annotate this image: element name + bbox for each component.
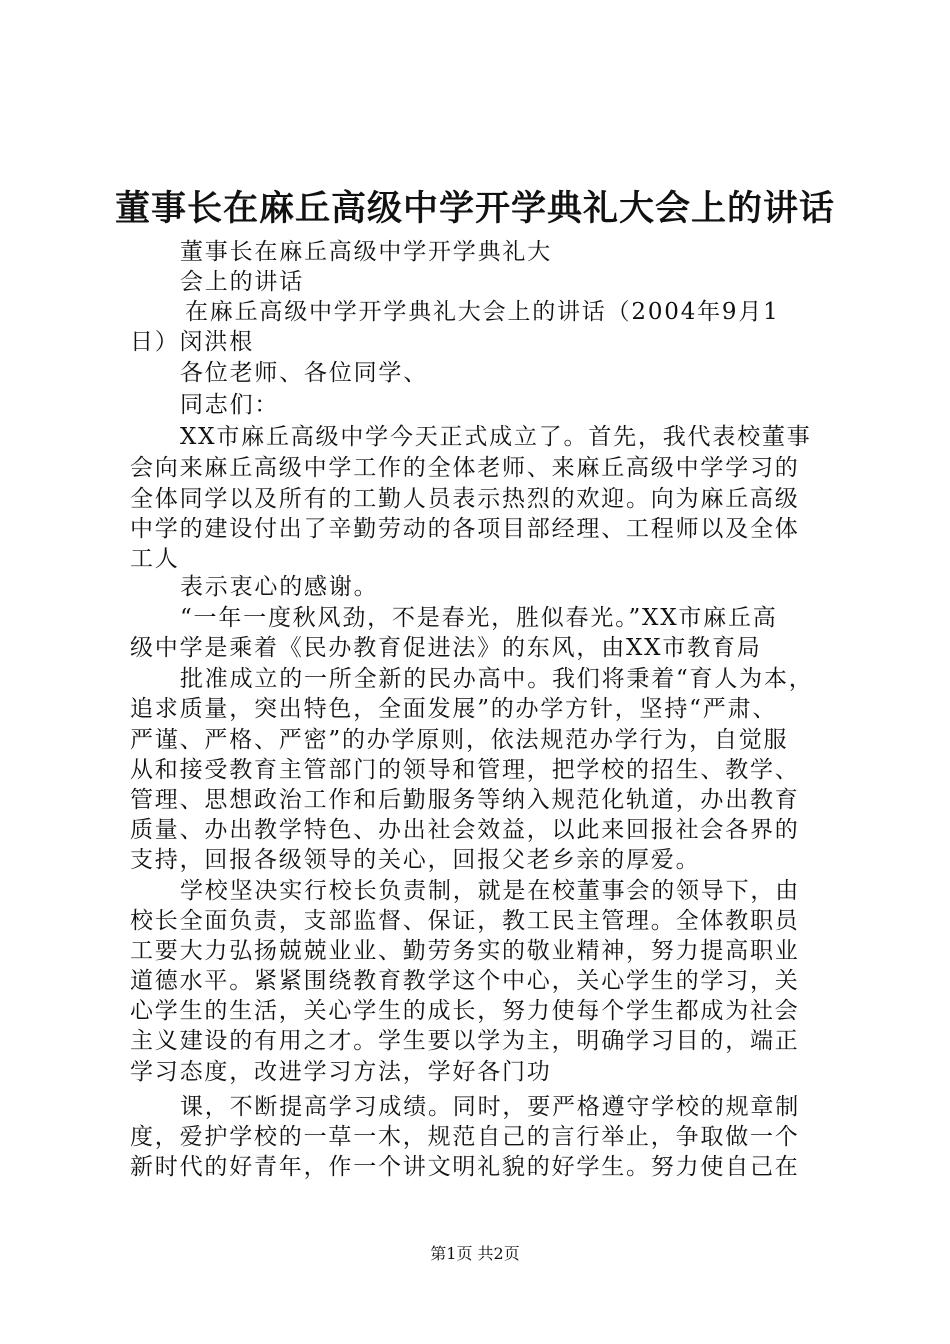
text-line: 董事长在麻丘高级中学开学典礼大 bbox=[180, 239, 552, 265]
text-line: 同志们： bbox=[180, 392, 280, 418]
text-line: 管理、思想政治工作和后勤服务等纳入规范化轨道，办出教育 bbox=[130, 787, 800, 813]
text-line: 中学的建设付出了辛勤劳动的各项目部经理、工程师以及全体 bbox=[130, 516, 800, 542]
document-title: 董事长在麻丘高级中学开学典礼大会上的讲话 bbox=[114, 188, 835, 229]
text-line: 各位老师、各位同学、 bbox=[180, 360, 428, 386]
text-line: 主义建设的有用之才。学生要以学为主，明确学习目的，端正 bbox=[130, 1028, 800, 1054]
text-line: 会向来麻丘高级中学工作的全体老师、来麻丘高级中学学习的 bbox=[130, 455, 800, 481]
text-line: 支持，回报各级领导的关心，回报父老乡亲的厚爱。 bbox=[130, 847, 701, 873]
text-line: 学习态度，改进学习方法，学好各门功 bbox=[130, 1059, 552, 1085]
text-line: 追求质量，突出特色，全面发展”的办学方针，坚持“严肃、 bbox=[130, 696, 778, 722]
text-line: 新时代的好青年，作一个讲文明礼貌的好学生。努力使自己在 bbox=[130, 1154, 800, 1180]
text-line: 日）闵洪根 bbox=[130, 329, 254, 355]
text-line: 在麻丘高级中学开学典礼大会上的讲话（2004年9月1 bbox=[185, 299, 780, 325]
text-line: 批准成立的一所全新的民办高中。我们将秉着“育人为本， bbox=[180, 666, 814, 692]
page-number-footer: 第1页 共2页 bbox=[430, 1244, 520, 1263]
text-line: 会上的讲话 bbox=[180, 269, 304, 295]
text-line: 心学生的生活，关心学生的成长，努力使每个学生都成为社会 bbox=[130, 998, 800, 1024]
text-line: XX市麻丘高级中学今天正式成立了。首先，我代表校董事 bbox=[180, 424, 812, 450]
text-line: 全体同学以及所有的工勤人员表示热烈的欢迎。向为麻丘高级 bbox=[130, 486, 800, 512]
text-line: 质量、办出教学特色、办出社会效益，以此来回报社会各界的 bbox=[130, 817, 800, 843]
text-line: 工人 bbox=[130, 546, 180, 572]
text-line: 度，爱护学校的一草一木，规范自己的言行举止，争取做一个 bbox=[130, 1124, 800, 1150]
text-line: 表示衷心的感谢。 bbox=[180, 574, 379, 600]
text-line: 课，不断提高学习成绩。同时，要严格遵守学校的规章制 bbox=[180, 1094, 800, 1120]
text-line: 从和接受教育主管部门的领导和管理，把学校的招生、教学、 bbox=[130, 757, 800, 783]
text-line: 严谨、严格、严密”的办学原则，依法规范办学行为，自觉服 bbox=[130, 727, 789, 753]
text-line: 道德水平。紧紧围绕教育教学这个中心，关心学生的学习，关 bbox=[130, 968, 800, 994]
text-line: 校长全面负责，支部监督、保证，教工民主管理。全体教职员 bbox=[130, 908, 800, 934]
text-line: “一年一度秋风劲，不是春光，胜似春光。”XX市麻丘高 bbox=[180, 605, 778, 631]
text-line: 工要大力弘扬兢兢业业、勤劳务实的敬业精神，努力提高职业 bbox=[130, 938, 800, 964]
text-line: 学校坚决实行校长负责制，就是在校董事会的领导下，由 bbox=[180, 878, 800, 904]
text-line: 级中学是乘着《民办教育促进法》的东风，由XX市教育局 bbox=[130, 635, 762, 661]
